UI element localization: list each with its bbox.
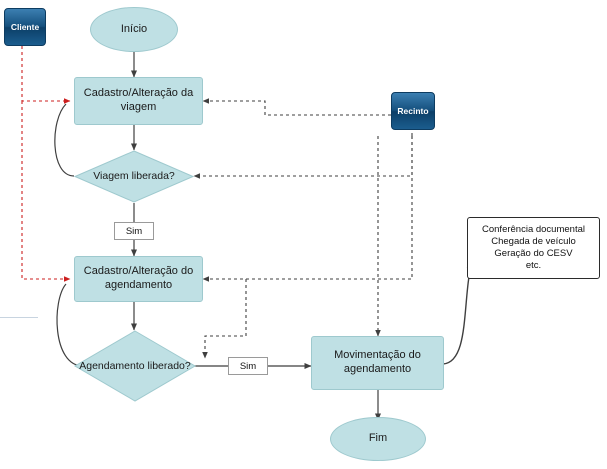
node-fim-label: Fim	[368, 432, 388, 445]
node-movimentacao-label: Movimentação do agendamento	[334, 349, 421, 375]
node-viagem-liberada[interactable]	[74, 150, 194, 203]
note-line-4: etc.	[525, 260, 542, 272]
node-cadastro-agendamento[interactable]	[74, 256, 203, 302]
node-cadastro-agendamento-label: Cadastro/Alteração do agendamento	[83, 265, 194, 291]
edge-label-sim-agendamento	[228, 357, 268, 375]
note-lines	[482, 224, 585, 273]
node-inicio[interactable]	[90, 7, 178, 52]
note-conferencia	[467, 217, 600, 279]
edge-label-sim-viagem-text: Sim	[125, 225, 143, 237]
node-cadastro-viagem[interactable]	[74, 77, 203, 125]
actor-recinto-label: Recinto	[397, 106, 429, 116]
note-line-2: Chegada de veículo	[491, 235, 576, 247]
note-line-3: Geração do CESV	[494, 248, 573, 259]
edge-label-sim-viagem	[114, 222, 154, 240]
node-cadastro-viagem-label: Cadastro/Alteração da viagem	[83, 87, 194, 113]
edge-label-sim-agendamento-text: Sim	[239, 360, 257, 372]
actor-recinto[interactable]	[391, 92, 435, 130]
node-fim[interactable]	[330, 417, 426, 461]
node-agendamento-liberado[interactable]	[74, 330, 196, 402]
node-viagem-liberada-label: Viagem liberada?	[93, 170, 175, 183]
actor-cliente[interactable]	[4, 8, 46, 46]
node-agendamento-liberado-label: Agendamento liberado?	[79, 359, 191, 372]
actor-cliente-label: Cliente	[10, 22, 40, 32]
node-movimentacao[interactable]	[311, 336, 444, 390]
note-line-1: Conferência documental	[482, 223, 585, 235]
node-inicio-label: Início	[120, 22, 148, 35]
